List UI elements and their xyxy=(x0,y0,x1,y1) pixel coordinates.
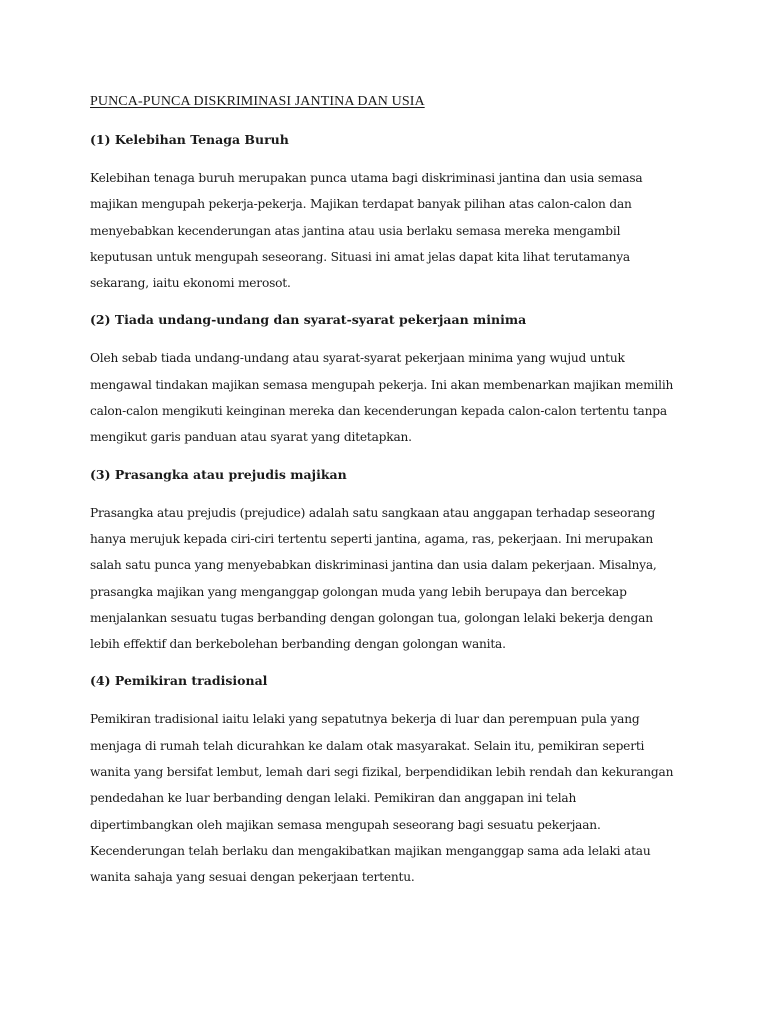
section-4 xyxy=(90,671,690,890)
section-paragraph xyxy=(90,500,690,658)
paragraph-line: mengawal tindakan majikan semasa mengupah pekerja. Ini akan membenarkan majikan memilih xyxy=(90,377,674,392)
section-heading: (1) Kelebihan Tenaga Buruh xyxy=(90,132,289,147)
paragraph-line: keputusan untuk mengupah seseorang. Situasi ini amat jelas dapat kita lihat terutamanya xyxy=(90,249,630,264)
section-heading: (2) Tiada undang-undang dan syarat-syarat pekerjaan minima xyxy=(90,312,527,328)
paragraph-line: menyebabkan kecenderungan atas jantina atau usia berlaku semasa mereka mengambil xyxy=(90,223,621,238)
paragraph-line: mengikut garis panduan atau syarat yang ditetapkan. xyxy=(90,430,412,445)
paragraph-line: menjalankan sesuatu tugas berbanding dengan golongan tua, golongan lelaki bekerja dengan xyxy=(90,610,653,625)
paragraph-line: calon-calon mengikuti keinginan mereka dan kecenderungan kepada calon-calon tertentu tanpa xyxy=(90,404,667,419)
paragraph-line: lebih effektif dan berkebolehan berbanding dengan golongan wanita. xyxy=(90,637,506,652)
paragraph-line: menjaga di rumah telah dicurahkan ke dalam otak masyarakat. Selain itu, pemikiran seperti xyxy=(90,738,645,753)
section-paragraph xyxy=(90,706,690,890)
paragraph-line: Prasangka atau prejudis (prejudice) adalah satu sangkaan atau anggapan terhadap seseorang xyxy=(90,505,656,520)
section-paragraph xyxy=(90,165,690,296)
paragraph-line: majikan mengupah pekerja-pekerja. Majikan terdapat banyak pilihan atas calon-calon dan xyxy=(90,197,632,212)
paragraph-line: Pemikiran tradisional iaitu lelaki yang sepatutnya bekerja di luar dan perempuan pula yang xyxy=(90,712,640,727)
paragraph-line: pendedahan ke luar berbanding dengan lelaki. Pemikiran dan anggapan ini telah xyxy=(90,791,577,806)
paragraph-line: prasangka majikan yang menganggap golongan muda yang lebih berupaya dan bercekap xyxy=(90,584,627,599)
paragraph-line: Oleh sebab tiada undang-undang atau syarat-syarat pekerjaan minima yang wujud untuk xyxy=(90,351,625,366)
section-heading: (4) Pemikiran tradisional xyxy=(90,673,268,689)
paragraph-line: hanya merujuk kepada ciri-ciri tertentu seperti jantina, agama, ras, pekerjaan. Ini merupakan xyxy=(90,531,654,546)
section-1 xyxy=(90,130,690,296)
paragraph-line: Kecenderungan telah berlaku dan mengakibatkan majikan menganggap sama ada lelaki atau xyxy=(90,843,651,858)
section-2 xyxy=(90,310,690,450)
paragraph-line: Kelebihan tenaga buruh merupakan punca utama bagi diskriminasi jantina dan usia semasa xyxy=(90,171,643,185)
section-heading: (3) Prasangka atau prejudis majikan xyxy=(90,466,347,482)
document-content xyxy=(90,92,690,905)
paragraph-line: sekarang, iaitu ekonomi merosot. xyxy=(90,276,291,291)
paragraph-line: dipertimbangkan oleh majikan semasa mengupah seseorang bagi sesuatu pekerjaan. xyxy=(90,817,601,832)
section-3 xyxy=(90,465,690,658)
document-title: PUNCA-PUNCA DISKRIMINASI JANTINA DAN USIA xyxy=(90,94,425,109)
paragraph-line: wanita yang bersifat lembut, lemah dari segi fizikal, berpendidikan lebih rendah dan kekurangan xyxy=(90,765,674,780)
paragraph-line: salah satu punca yang menyebabkan diskriminasi jantina dan usia dalam pekerjaan. Misalnya, xyxy=(90,558,657,573)
paragraph-line: wanita sahaja yang sesuai dengan pekerjaan tertentu. xyxy=(90,870,415,885)
section-paragraph xyxy=(90,345,690,450)
